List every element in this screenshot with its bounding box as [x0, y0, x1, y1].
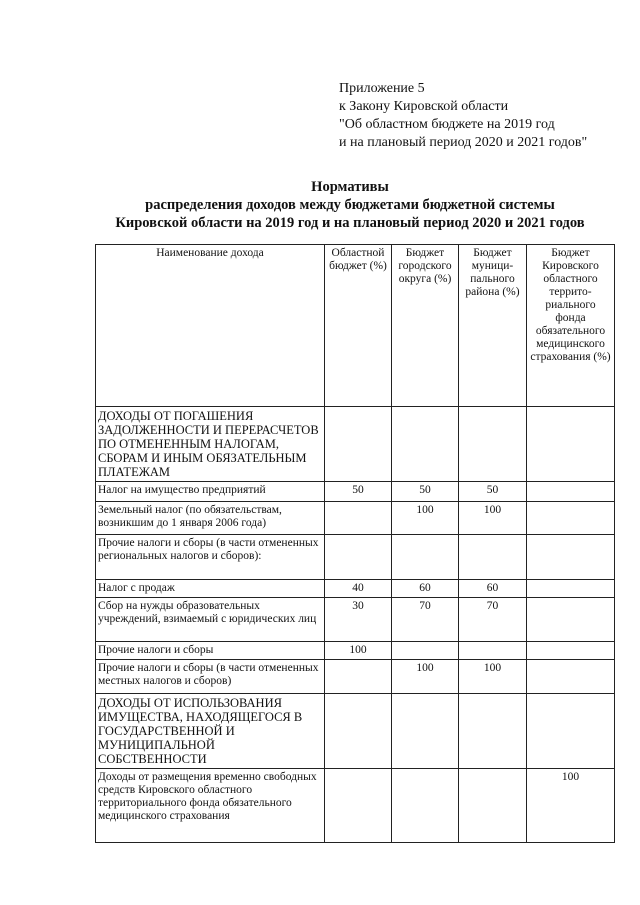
- income-name: ДОХОДЫ ОТ ИСПОЛЬЗОВАНИЯ ИМУЩЕСТВА, НАХОДЯЩЕГОСЯ В ГОСУДАРСТВЕННОЙ И МУНИЦИПАЛЬНОЙ СОБСТВЕННОСТИ: [96, 694, 325, 769]
- regional-value: [325, 660, 392, 694]
- fund-value: [527, 482, 615, 502]
- table-row: [96, 769, 615, 843]
- header-district-budget: Бюджет муници-пального района (%): [459, 245, 527, 407]
- regional-value: 40: [325, 580, 392, 598]
- appendix-line: "Об областном бюджете на 2019 год: [339, 117, 555, 132]
- income-name: Налог с продаж: [96, 580, 325, 598]
- district-value: 60: [459, 580, 527, 598]
- income-name: Налог на имущество предприятий: [96, 482, 325, 502]
- income-name: Прочие налоги и сборы (в части отмененных региональных налогов и сборов):: [96, 535, 325, 580]
- table-row: [96, 580, 615, 598]
- title-line: распределения доходов между бюджетами бюджетной системы: [145, 197, 555, 213]
- regional-value: 100: [325, 642, 392, 660]
- city-value: [392, 694, 459, 769]
- income-name: Сбор на нужды образовательных учреждений, взимаемый с юридических лиц: [96, 598, 325, 642]
- district-value: 70: [459, 598, 527, 642]
- title-line: Кировской области на 2019 год и на плановый период 2020 и 2021 годов: [115, 215, 585, 231]
- header-income-name: Наименование дохода: [96, 245, 325, 407]
- regional-value: [325, 535, 392, 580]
- city-value: 50: [392, 482, 459, 502]
- district-value: [459, 642, 527, 660]
- fund-value: [527, 642, 615, 660]
- appendix-line: к Закону Кировской области: [339, 99, 509, 114]
- table-row: [96, 694, 615, 769]
- norms-table: [95, 244, 615, 843]
- fund-value: [527, 694, 615, 769]
- income-name: Прочие налоги и сборы (в части отмененных местных налогов и сборов): [96, 660, 325, 694]
- regional-value: [325, 502, 392, 535]
- city-value: 100: [392, 502, 459, 535]
- appendix-line: Приложение 5: [339, 81, 425, 96]
- city-value: 100: [392, 660, 459, 694]
- table-row: [96, 598, 615, 642]
- district-value: [459, 694, 527, 769]
- fund-value: [527, 580, 615, 598]
- regional-value: 30: [325, 598, 392, 642]
- appendix-block: [339, 80, 587, 152]
- table-row: [96, 660, 615, 694]
- table-header-row: [96, 245, 615, 407]
- table-row: [96, 502, 615, 535]
- fund-value: [527, 535, 615, 580]
- table-row: [96, 642, 615, 660]
- regional-value: 50: [325, 482, 392, 502]
- city-value: [392, 769, 459, 843]
- district-value: [459, 535, 527, 580]
- fund-value: [527, 502, 615, 535]
- table-row: [96, 407, 615, 482]
- income-name: Прочие налоги и сборы: [96, 642, 325, 660]
- city-value: 70: [392, 598, 459, 642]
- header-city-budget: Бюджет городского округа (%): [392, 245, 459, 407]
- table-row: [96, 535, 615, 580]
- regional-value: [325, 407, 392, 482]
- table-row: [96, 482, 615, 502]
- income-name: ДОХОДЫ ОТ ПОГАШЕНИЯ ЗАДОЛЖЕННОСТИ И ПЕРЕРАСЧЕТОВ ПО ОТМЕНЕННЫМ НАЛОГАМ, СБОРАМ И ИНЫМ ОБЯЗАТЕЛЬНЫМ ПЛАТЕЖАМ: [96, 407, 325, 482]
- fund-value: 100: [527, 769, 615, 843]
- city-value: [392, 535, 459, 580]
- city-value: 60: [392, 580, 459, 598]
- fund-value: [527, 407, 615, 482]
- district-value: 50: [459, 482, 527, 502]
- document-title: [60, 178, 640, 232]
- appendix-line: и на плановый период 2020 и 2021 годов": [339, 135, 588, 150]
- income-name: Доходы от размещения временно свободных средств Кировского областного территориального фонда обязательного медицинского страхования: [96, 769, 325, 843]
- district-value: 100: [459, 502, 527, 535]
- regional-value: [325, 694, 392, 769]
- district-value: 100: [459, 660, 527, 694]
- district-value: [459, 407, 527, 482]
- regional-value: [325, 769, 392, 843]
- income-name: Земельный налог (по обязательствам, возникшим до 1 января 2006 года): [96, 502, 325, 535]
- header-regional-budget: Областной бюджет (%): [325, 245, 392, 407]
- fund-value: [527, 660, 615, 694]
- city-value: [392, 407, 459, 482]
- city-value: [392, 642, 459, 660]
- header-health-fund-budget: Бюджет Кировского областного террито-риального фонда обязательного медицинского страхования (%): [527, 245, 615, 407]
- fund-value: [527, 598, 615, 642]
- district-value: [459, 769, 527, 843]
- title-line: Нормативы: [311, 179, 389, 195]
